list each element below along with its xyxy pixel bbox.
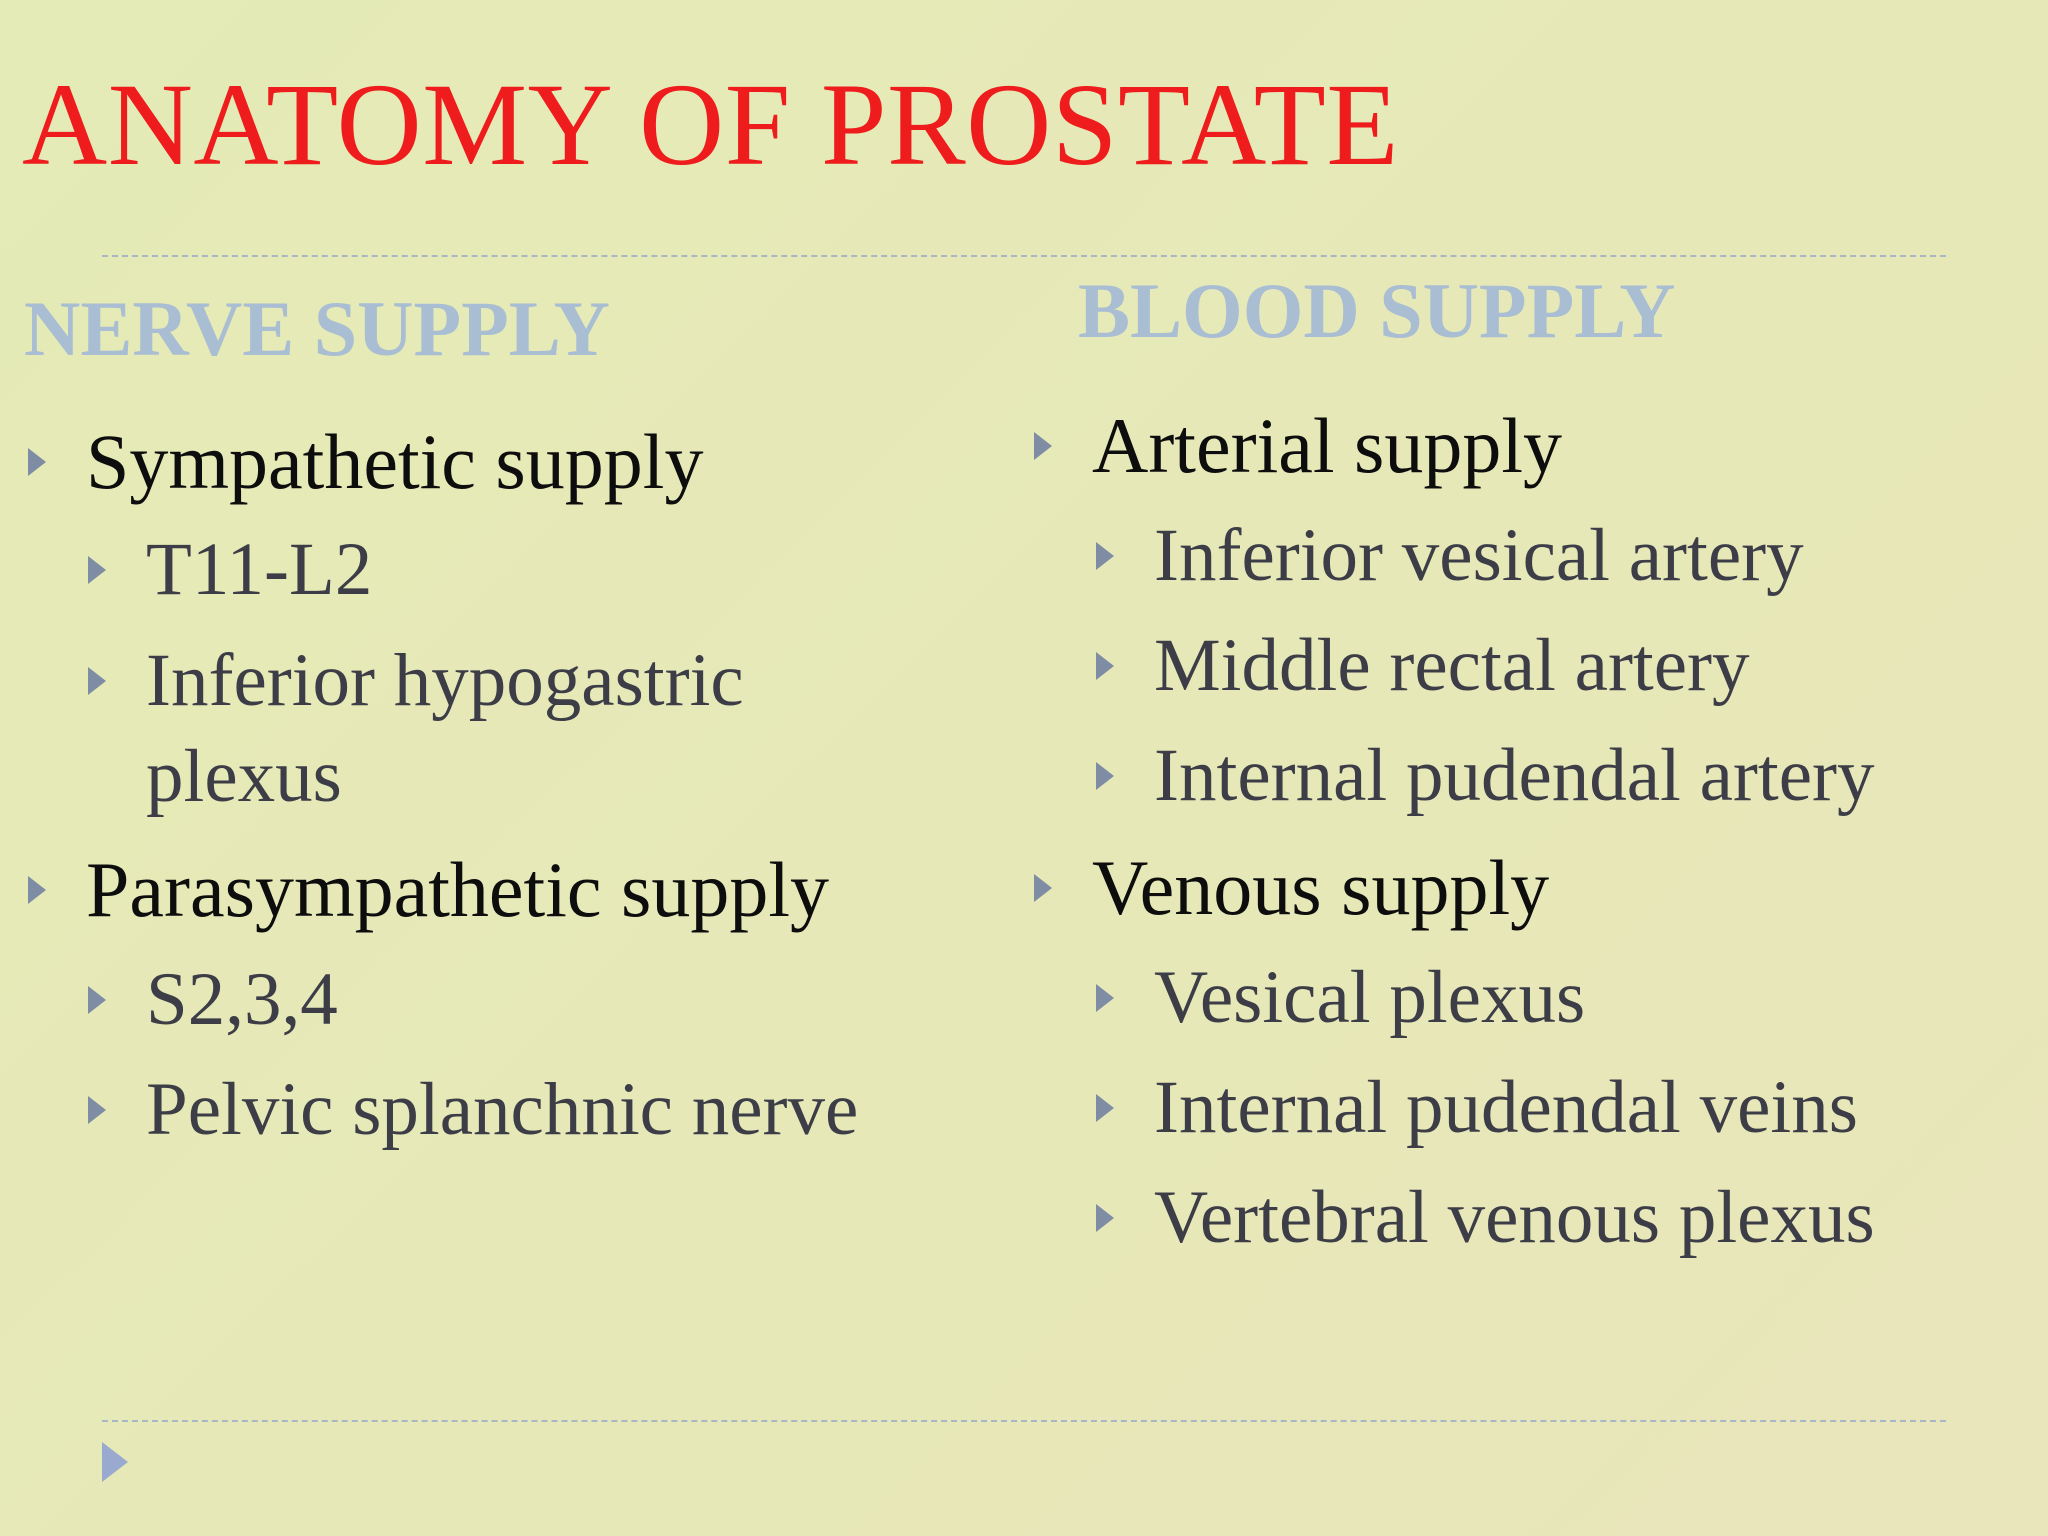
triangle-bullet-icon	[1034, 874, 1052, 902]
sub-bullet-internal-pudendal-veins	[1096, 1061, 1858, 1155]
sub-bullet-text: Internal pudendal artery	[1154, 734, 1875, 817]
sub-bullet-text: T11-L2	[146, 528, 373, 611]
top-divider	[102, 255, 1946, 257]
triangle-bullet-icon	[1096, 984, 1114, 1012]
nerve-supply-heading: NERVE SUPPLY	[24, 285, 610, 372]
triangle-bullet-icon	[1096, 762, 1114, 790]
sub-bullet-vesical-plexus	[1096, 951, 1585, 1045]
bullet-text: Venous supply	[1092, 844, 1550, 931]
sub-bullet-inferior-hypogastric	[88, 634, 744, 728]
sub-bullet-middle-rectal-artery	[1096, 619, 1750, 713]
sub-bullet-text: Vesical plexus	[1154, 956, 1586, 1039]
sub-bullet-text: Inferior vesical artery	[1154, 514, 1804, 597]
blood-supply-heading: BLOOD SUPPLY	[1078, 267, 1676, 354]
bullet-text: Arterial supply	[1092, 402, 1563, 489]
sub-bullet-text-continuation: plexus	[146, 735, 342, 818]
triangle-bullet-icon	[1096, 1094, 1114, 1122]
bullet-text: Sympathetic supply	[86, 418, 704, 505]
bullet-parasympathetic	[28, 842, 829, 938]
footer-triangle-icon	[102, 1442, 128, 1482]
slide-title: ANATOMY OF PROSTATE	[22, 59, 1399, 190]
triangle-bullet-icon	[88, 667, 106, 695]
bottom-divider	[102, 1420, 1946, 1422]
triangle-bullet-icon	[1034, 432, 1052, 460]
sub-bullet-text: Middle rectal artery	[1154, 624, 1750, 707]
triangle-bullet-icon	[88, 1096, 106, 1124]
sub-bullet-s234	[88, 953, 338, 1047]
sub-bullet-internal-pudendal-artery	[1096, 729, 1874, 823]
triangle-bullet-icon	[28, 876, 46, 904]
sub-bullet-inferior-vesical-artery	[1096, 509, 1804, 603]
sub-bullet-text: Pelvic splanchnic nerve	[146, 1068, 859, 1151]
sub-bullet-text: Internal pudendal veins	[1154, 1066, 1858, 1149]
bullet-text: Parasympathetic supply	[86, 846, 830, 933]
triangle-bullet-icon	[1096, 542, 1114, 570]
sub-bullet-text: Vertebral venous plexus	[1154, 1176, 1875, 1259]
sub-bullet-pelvic-splanchnic	[88, 1063, 858, 1157]
bullet-venous	[1034, 840, 1549, 936]
bullet-arterial	[1034, 398, 1562, 494]
triangle-bullet-icon	[28, 448, 46, 476]
sub-bullet-text: S2,3,4	[146, 958, 338, 1041]
triangle-bullet-icon	[88, 986, 106, 1014]
sub-bullet-t11-l2	[88, 523, 372, 617]
triangle-bullet-icon	[1096, 1204, 1114, 1232]
triangle-bullet-icon	[1096, 652, 1114, 680]
bullet-sympathetic	[28, 414, 703, 510]
sub-bullet-vertebral-venous-plexus	[1096, 1171, 1875, 1265]
triangle-bullet-icon	[88, 556, 106, 584]
sub-bullet-text: Inferior hypogastric	[146, 639, 744, 722]
sub-bullet-continuation	[146, 730, 342, 824]
